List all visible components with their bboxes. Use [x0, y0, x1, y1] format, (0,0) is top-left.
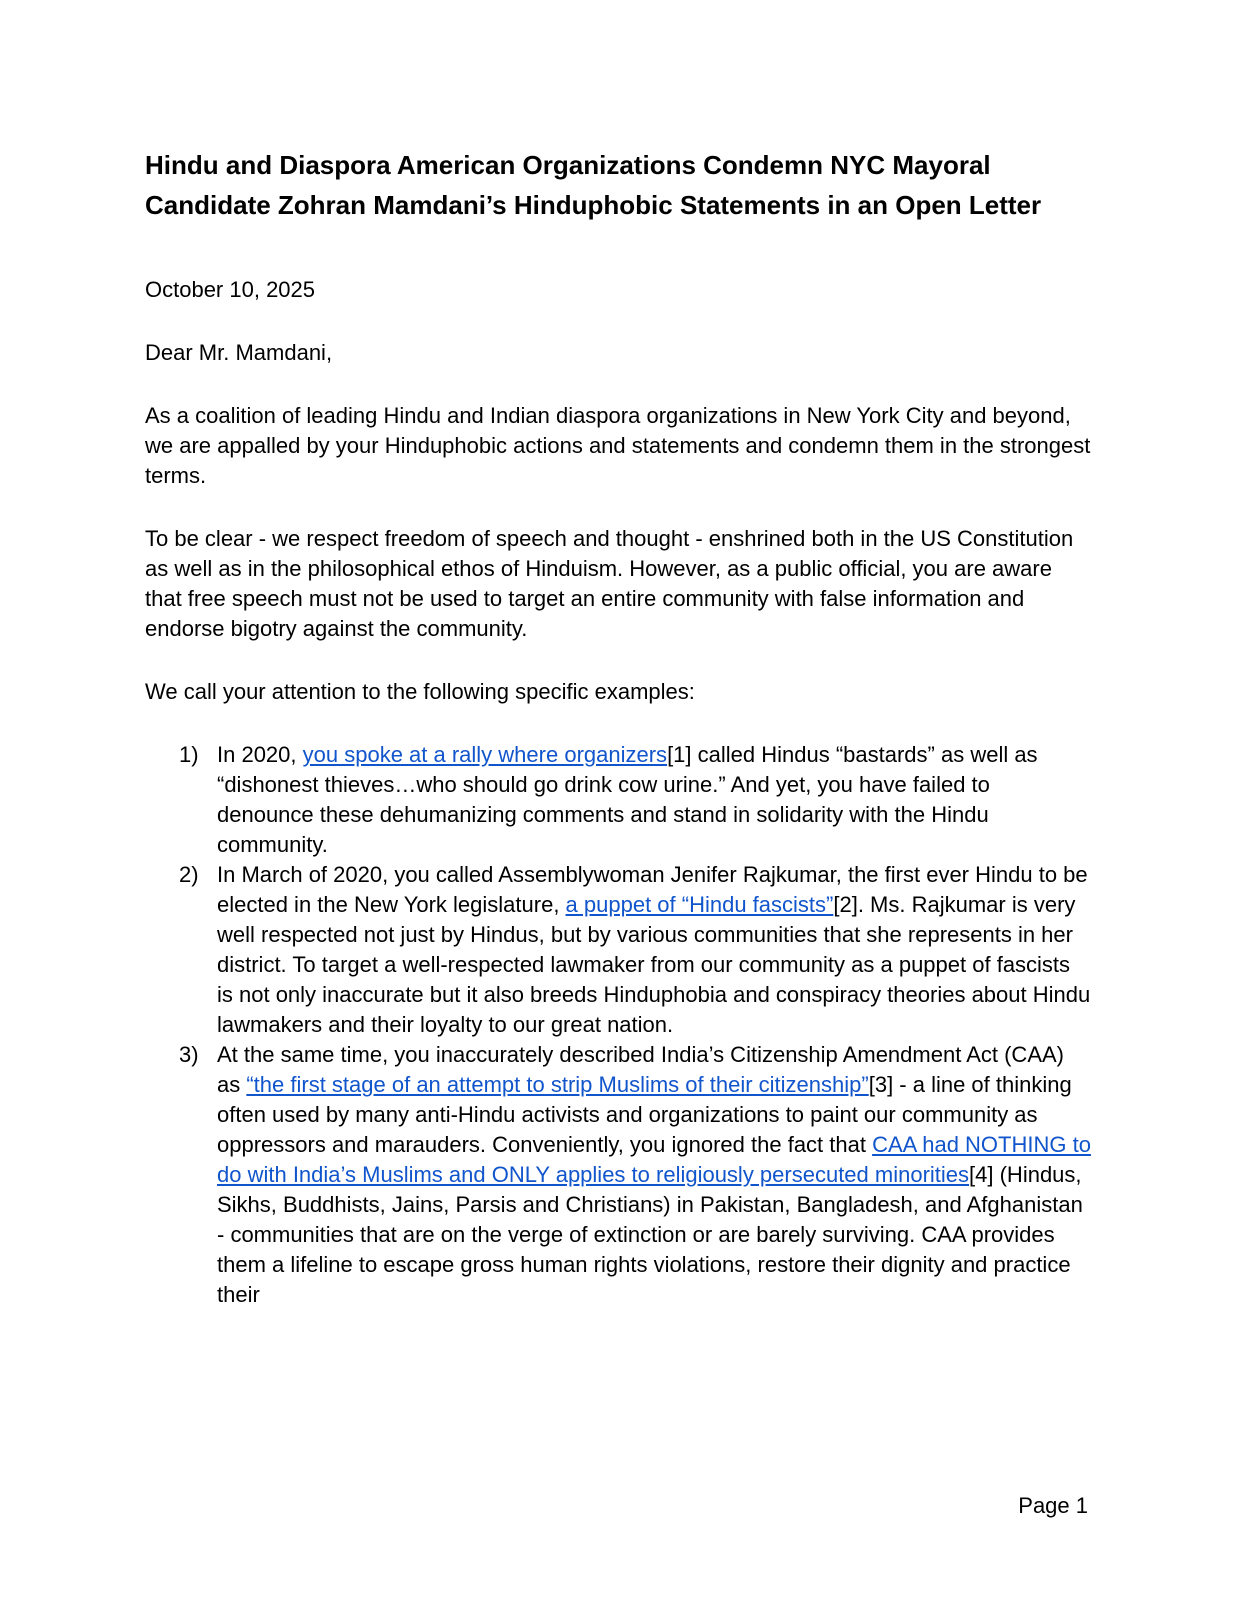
inline-link[interactable]: “the first stage of an attempt to strip Muslims of their citizenship” — [246, 1072, 869, 1097]
text-segment: [1] called Hindus “bastards” as well as “dishonest thieves…who should go drink cow urine.” And yet, you have failed to denounce these dehumanizing comments and stand in solidarity with the Hindu community. — [217, 742, 1038, 857]
free-speech-paragraph: To be clear - we respect freedom of speech and thought - enshrined both in the US Constitution as well as in the philosophical ethos of Hinduism. However, as a public official, you are aware that free speech must not be used to target an entire community with false information and endorse bigotry against the community. — [145, 526, 1074, 641]
text-segment: In 2020, — [217, 742, 303, 767]
examples-intro: We call your attention to the following specific examples: — [145, 679, 695, 704]
list-item-number: 2) — [179, 862, 199, 887]
document-title: Hindu and Diaspora American Organizations Condemn NYC Mayoral Candidate Zohran Mamdani’s Hinduphobic Statements in an Open Letter — [145, 150, 1042, 220]
text-segment: At the same time, you inaccurately described India’s Citizenship Amendment Act (CAA) as — [217, 1042, 1064, 1097]
page-number: Page 1 — [1018, 1493, 1088, 1518]
text-segment: [2]. Ms. Rajkumar is very well respected not just by Hindus, but by various communities that she represents in her district. To target a well-respected lawmaker from our community as a puppet of fascists is not only inaccurate but it also breeds Hinduphobia and conspiracy theories about Hindu lawmakers and their loyalty to our great nation. — [217, 892, 1091, 1037]
list-item-number: 3) — [179, 1042, 199, 1067]
examples-list — [145, 740, 1092, 1310]
list-item-number: 1) — [179, 742, 199, 767]
inline-link[interactable]: you spoke at a rally where organizers — [302, 742, 668, 767]
inline-link[interactable]: CAA had NOTHING to do with India’s Muslims and ONLY applies to religiously persecuted minorities — [217, 1132, 1091, 1187]
inline-link[interactable]: a puppet of “Hindu fascists” — [565, 892, 834, 917]
salutation-line: Dear Mr. Mamdani, — [145, 340, 333, 365]
opening-paragraph: As a coalition of leading Hindu and Indian diaspora organizations in New York City and beyond, we are appalled by your Hinduphobic actions and statements and condemn them in the strongest terms. — [145, 403, 1091, 488]
date-line: October 10, 2025 — [145, 277, 316, 302]
text-segment: [3] - a line of thinking often used by many anti-Hindu activists and organizations to paint our community as oppressors and marauders. Conveniently, you ignored the fact that — [217, 1072, 1072, 1157]
list-item-1 — [145, 740, 1092, 860]
list-item-2 — [145, 860, 1092, 1040]
text-segment: [4] (Hindus, Sikhs, Buddhists, Jains, Parsis and Christians) in Pakistan, Bangladesh, and Afghanistan - communities that are on the verge of extinction or are barely surviving. CAA provides them a lifeline to escape gross human rights violations, restore their dignity and practice their — [217, 1162, 1083, 1307]
list-item-3 — [145, 1040, 1092, 1310]
text-segment: In March of 2020, you called Assemblywoman Jenifer Rajkumar, the first ever Hindu to be elected in the New York legislature, — [217, 862, 1088, 917]
